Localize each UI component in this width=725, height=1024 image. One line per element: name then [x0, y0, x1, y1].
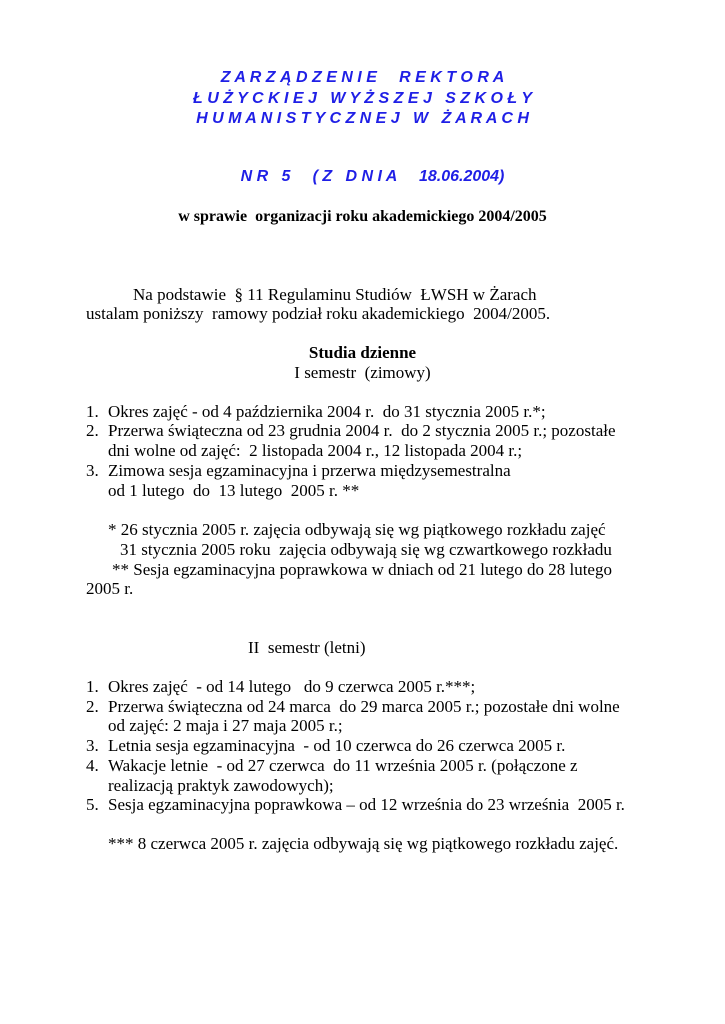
list-item: Letnia sesja egzaminacyjna - od 10 czerwca do 26 czerwca 2005 r.: [108, 736, 566, 755]
list-item-continuation: dni wolne od zajęć: 2 listopada 2004 r., 12 listopada 2004 r.;: [108, 441, 523, 460]
footnote-3: *** 8 czerwca 2005 r. zajęcia odbywają się wg piątkowego rozkładu zajęć.: [108, 834, 619, 853]
intro-line-1: Na podstawie § 11 Regulaminu Studiów ŁWSH w Żarach: [133, 285, 537, 304]
list-item: Sesja egzaminacyjna poprawkowa – od 12 września do 23 września 2005 r.: [108, 795, 625, 814]
list-item-continuation: od 1 lutego do 13 lutego 2005 r. **: [108, 481, 360, 500]
semester-1-title: I semestr (zimowy): [294, 363, 431, 382]
header-title-line-3: H U M A N I S T Y C Z N E J W Ż A R A C H: [196, 110, 529, 127]
footnote-2: ** Sesja egzaminacyjna poprawkowa w dniach od 21 lutego do 28 lutego: [112, 560, 612, 579]
list-item-number: 3.: [86, 736, 99, 755]
list-item: Przerwa świąteczna od 24 marca do 29 marca 2005 r.; pozostałe dni wolne: [108, 697, 620, 716]
footnote-1: * 26 stycznia 2005 r. zajęcia odbywają się wg piątkowego rozkładu zajęć: [108, 520, 606, 539]
list-item: Zimowa sesja egzaminacyjna i przerwa międzysemestralna: [108, 461, 511, 480]
list-item-continuation: realizacją praktyk zawodowych);: [108, 776, 334, 795]
list-item: Wakacje letnie - od 27 czerwca do 11 września 2005 r. (połączone z: [108, 756, 578, 775]
list-item: Okres zajęć - od 14 lutego do 9 czerwca 2005 r.***;: [108, 677, 476, 696]
list-item-number: 4.: [86, 756, 99, 775]
semester-2-title: II semestr (letni): [248, 638, 366, 657]
list-item-number: 3.: [86, 461, 99, 480]
list-item-continuation: od zajęć: 2 maja i 27 maja 2005 r.;: [108, 716, 343, 735]
list-item-number: 2.: [86, 697, 99, 716]
list-item: Przerwa świąteczna od 23 grudnia 2004 r. do 2 stycznia 2005 r.; pozostałe: [108, 421, 616, 440]
document-subject: w sprawie organizacji roku akademickiego 2004/2005: [178, 208, 547, 225]
list-item-number: 5.: [86, 795, 99, 814]
document-number: N R 5 ( Z D N I A 18.06.2004): [240, 168, 505, 185]
footnote-2-continuation: 2005 r.: [86, 579, 134, 598]
intro-line-2: ustalam poniższy ramowy podział roku akademickiego 2004/2005.: [86, 304, 551, 323]
section-title: Studia dzienne: [308, 343, 417, 362]
list-item-number: 1.: [86, 677, 99, 696]
list-item: Okres zajęć - od 4 października 2004 r. do 31 stycznia 2005 r.*;: [108, 402, 546, 421]
list-item-number: 1.: [86, 402, 99, 421]
list-item-number: 2.: [86, 421, 99, 440]
header-title-line-2: Ł U Ż Y C K I E J W Y Ż S Z E J S Z K O Ł Y: [192, 90, 533, 107]
footnote-1-continuation: 31 stycznia 2005 roku zajęcia odbywają się wg czwartkowego rozkładu: [120, 540, 612, 559]
header-title-line-1: Z A R Z Ą D Z E N I E R E K T O R A: [220, 69, 505, 86]
